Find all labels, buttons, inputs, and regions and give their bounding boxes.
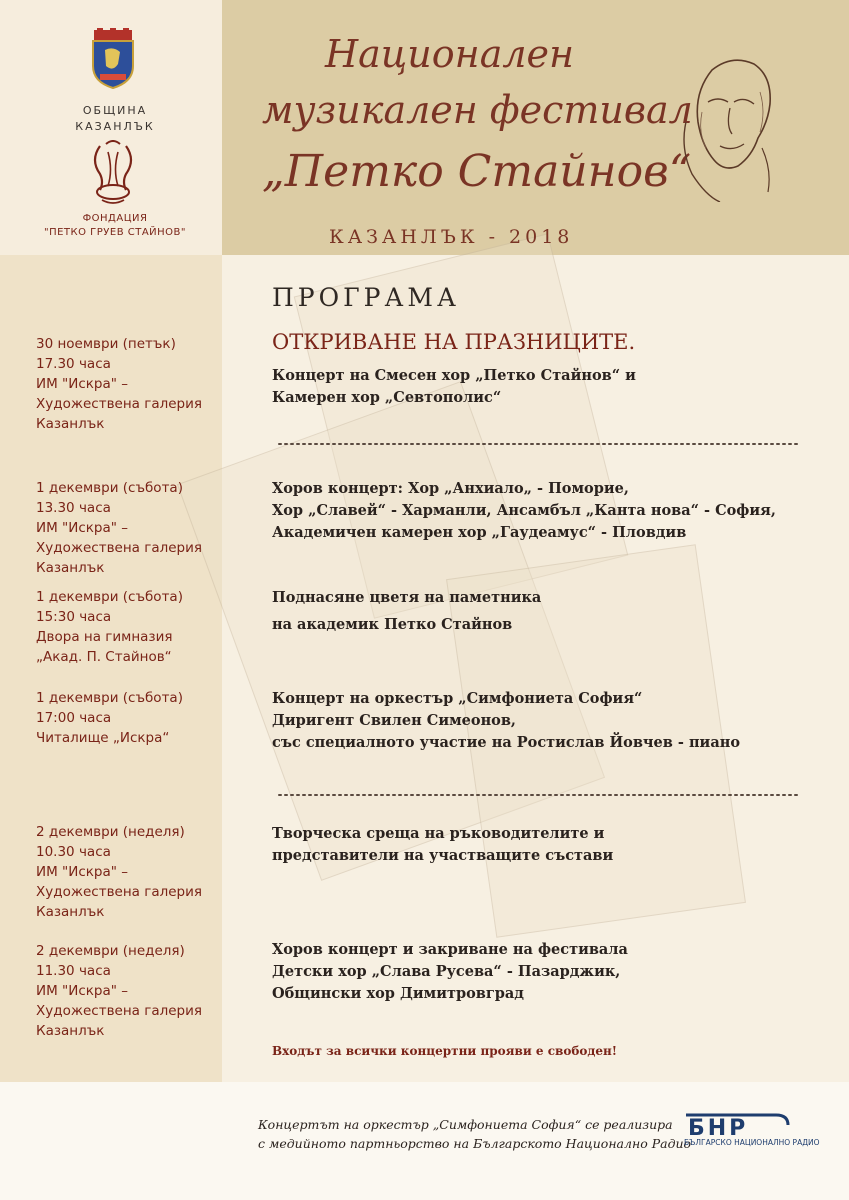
- event-line: Хор „Славей“ - Харманли, Ансамбъл „Канта нова“ - София,: [272, 502, 776, 519]
- event-line: Концерт на оркестър „Симфониета София“: [272, 690, 643, 707]
- event-line: Художествена галерия: [36, 396, 203, 412]
- composer-portrait-sketch: [672, 52, 780, 202]
- festival-title-line2: музикален фестивал: [262, 88, 693, 132]
- event-line: ИМ "Искра" –: [36, 520, 129, 536]
- event-line: Творческа среща на ръководителите и: [272, 825, 605, 842]
- municipality-line2: КАЗАНЛЪК: [75, 120, 155, 133]
- city-year: КАЗАНЛЪК - 2018: [329, 226, 574, 248]
- event-description: [272, 823, 613, 867]
- event-line: със специалното участие на Ростислав Йовчев - пиано: [272, 734, 740, 751]
- event-line: 10.30 часа: [36, 844, 111, 860]
- event-description: [272, 584, 541, 638]
- event-line: 15:30 часа: [36, 609, 112, 625]
- event-line: Концерт на Смесен хор „Петко Стайнов“ и: [272, 367, 636, 384]
- event-line: 11.30 часа: [36, 963, 111, 979]
- event-datetime: [36, 334, 216, 434]
- dotted-divider: [275, 791, 805, 799]
- event-line: Казанлък: [36, 416, 105, 432]
- event-line: Художествена галерия: [36, 540, 203, 556]
- foundation-name: [20, 212, 210, 240]
- event-line: Общински хор Димитровград: [272, 985, 524, 1002]
- bnr-logo-icon: [684, 1111, 794, 1155]
- event-line: 17.30 часа: [36, 356, 111, 372]
- kazanlak-crest-icon: [88, 28, 138, 90]
- event-description: [272, 688, 740, 754]
- opening-heading: ОТКРИВАНЕ НА ПРАЗНИЦИТЕ.: [272, 330, 636, 354]
- event-line: 2 декември (неделя): [36, 824, 185, 840]
- event-line: 1 декември (събота): [36, 589, 183, 605]
- municipality-name: [40, 103, 190, 135]
- event-line: Диригент Свилен Симеонов,: [272, 712, 516, 729]
- event-line: Камерен хор „Севтополис“: [272, 389, 502, 406]
- event-line: Академичен камерен хор „Гаудеамус“ - Пловдив: [272, 524, 687, 541]
- foundation-line2: "ПЕТКО ГРУЕВ СТАЙНОВ": [43, 227, 187, 238]
- event-line: 30 ноември (петък): [36, 336, 176, 352]
- event-line: ИМ "Искра" –: [36, 864, 129, 880]
- dotted-divider: [275, 440, 805, 448]
- event-line: Хоров концерт и закриване на фестивала: [272, 941, 628, 958]
- festival-title-line1: Национален: [325, 32, 575, 76]
- partnership-line1: Концертът на оркестър „Симфониета София“ се реализира: [258, 1117, 673, 1132]
- event-line: 1 декември (събота): [36, 480, 183, 496]
- event-line: Двора на гимназия: [36, 629, 173, 645]
- event-line: Художествена галерия: [36, 1003, 203, 1019]
- event-line: 2 декември (неделя): [36, 943, 185, 959]
- free-entry-note: Входът за всички концертни прояви е свободен!: [272, 1044, 618, 1058]
- event-datetime: [36, 587, 216, 667]
- bnr-caption: БЪЛГАРСКО НАЦИОНАЛНО РАДИО: [684, 1138, 820, 1147]
- event-line: Казанлък: [36, 560, 105, 576]
- event-datetime: [36, 478, 216, 578]
- event-line: Казанлък: [36, 904, 105, 920]
- event-line: 17:00 часа: [36, 710, 112, 726]
- partnership-note: [258, 1115, 691, 1153]
- event-line: Хоров концерт: Хор „Анхиало„ - Поморие,: [272, 480, 629, 497]
- event-line: Казанлък: [36, 1023, 105, 1039]
- event-datetime: [36, 688, 216, 748]
- event-line: представители на участващите състави: [272, 847, 614, 864]
- event-description: [272, 939, 628, 1005]
- event-description: [272, 478, 776, 544]
- event-line: Читалище „Искра“: [36, 730, 170, 746]
- festival-title-line3: „Петко Стайнов“: [262, 146, 692, 197]
- event-line: ИМ "Искра" –: [36, 376, 129, 392]
- event-datetime: [36, 822, 216, 922]
- event-line: на академик Петко Стайнов: [272, 616, 513, 633]
- event-line: Художествена галерия: [36, 884, 203, 900]
- program-heading: ПРОГРАМА: [272, 283, 460, 312]
- bnr-logo-letters: БНР: [688, 1116, 749, 1141]
- partnership-line2: с медийното партньорство на Българското Национално Радио: [258, 1136, 692, 1151]
- event-line: Детски хор „Слава Русева“ - Пазарджик,: [272, 963, 621, 980]
- lyre-logo-icon: [86, 140, 140, 206]
- event-datetime: [36, 941, 216, 1041]
- event-line: Поднасяне цветя на паметника: [272, 589, 542, 606]
- event-line: 1 декември (събота): [36, 690, 183, 706]
- event-line: ИМ "Искра" –: [36, 983, 129, 999]
- event-line: „Акад. П. Стайнов“: [36, 649, 172, 665]
- municipality-line1: ОБЩИНА: [82, 104, 148, 117]
- foundation-line1: ФОНДАЦИЯ: [82, 213, 148, 224]
- event-description: [272, 365, 636, 409]
- event-line: 13.30 часа: [36, 500, 111, 516]
